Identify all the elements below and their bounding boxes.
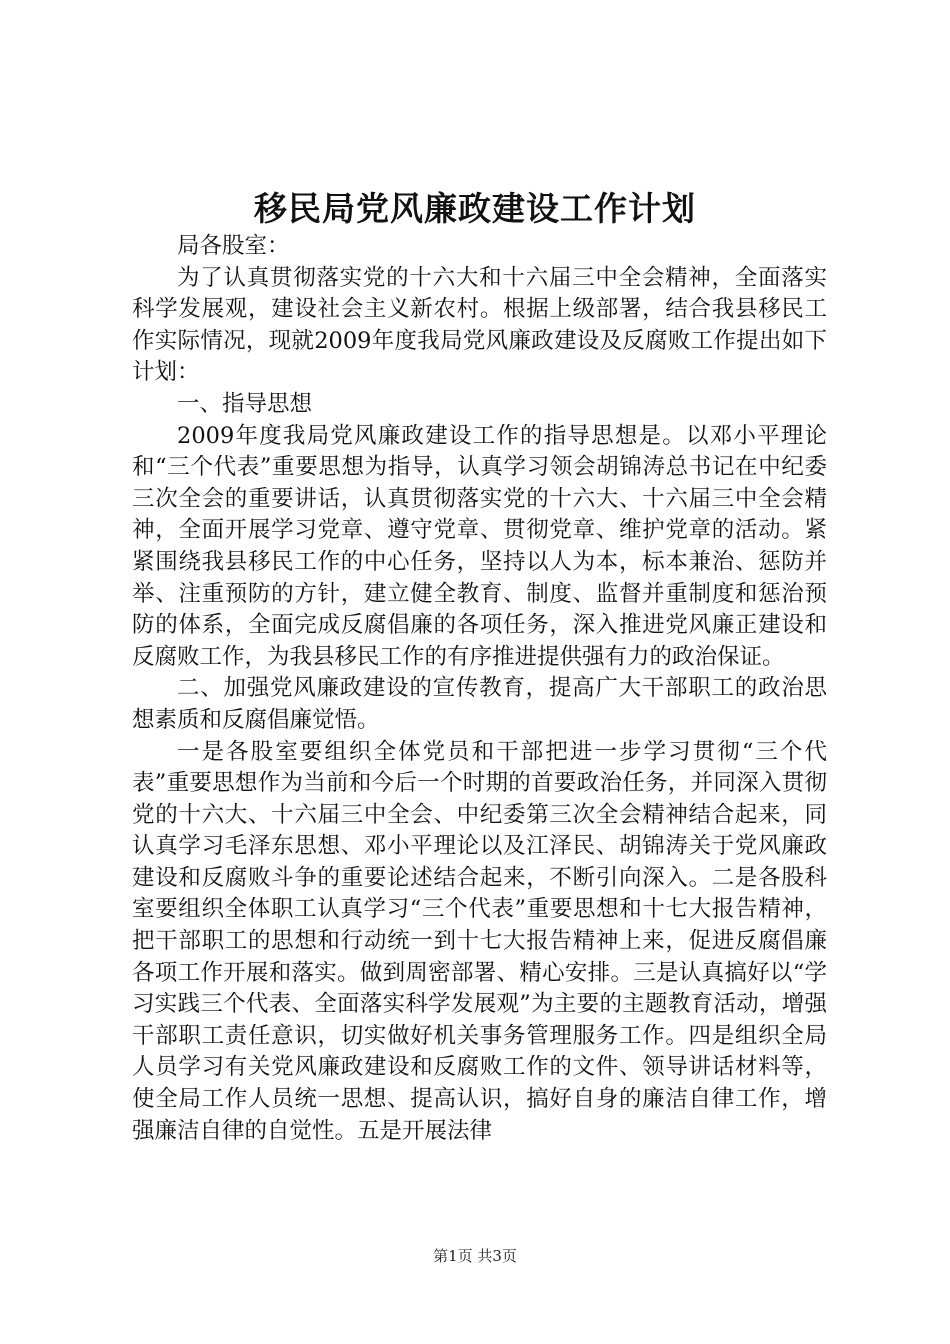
- guiding-ideology-paragraph: 2009年度我局党风廉政建设工作的指导思想是。以邓小平理论和“三个代表”重要思想为指导，认真学习领会胡锦涛总书记在中纪委三次全会的重要讲话，认真贯彻落实党的十六大、十六届三中全会精神，全面开展学习党章、遵守党章、贯彻党章、维护党章的活动。紧紧围绕我县移民工作的中心任务，坚持以人为本，标本兼治、惩防并举、注重预防的方针，建立健全教育、制度、监督并重制度和惩治预防的体系，全面完成反腐倡廉的各项任务，深入推进党风廉正建设和反腐败工作，为我县移民工作的有序推进提供强有力的政治保证。: [132, 422, 827, 670]
- salutation: 局各股室：: [177, 233, 290, 259]
- education-paragraph: 一是各股室要组织全体党员和干部把进一步学习贯彻“三个代表”重要思想作为当前和今后一个时期的首要政治任务，并同深入贯彻党的十六大、十六届三中全会、中纪委第三次全会精神结合起来，同认真学习毛泽东思想、邓小平理论以及江泽民、胡锦涛关于党风廉政建设和反腐败斗争的重要论述结合起来，不断引向深入。二是各股科室要组织全体职工认真学习“三个代表”重要思想和十七大报告精神，把干部职工的思想和行动统一到十七大报告精神上来，促进反腐倡廉各项工作开展和落实。做到周密部署、精心安排。三是认真搞好以“学习实践三个代表、全面落实科学发展观”为主要的主题教育活动，增强干部职工责任意识，切实做好机关事务管理服务工作。四是组织全局人员学习有关党风廉政建设和反腐败工作的文件、领导讲话材料等，使全局工作人员统一思想、提高认识，搞好自身的廉洁自律工作，增强廉洁自律的自觉性。五是开展法律: [132, 738, 827, 1144]
- intro-paragraph: 为了认真贯彻落实党的十六大和十六届三中全会精神，全面落实科学发展观，建设社会主义新农村。根据上级部署，结合我县移民工作实际情况，现就2009年度我局党风廉政建设及反腐败工作提出如下计划：: [132, 264, 827, 386]
- document-body: [132, 231, 827, 1147]
- section-heading-1: 一、指导思想: [177, 390, 313, 417]
- page-title: 移民局党风廉政建设工作计划: [254, 189, 696, 228]
- section-heading-2: 二、加强党风廉政建设的宣传教育，提高广大干部职工的政治思想素质和反腐倡廉觉悟。: [132, 675, 827, 733]
- page-footer: 第1页 共3页: [433, 1247, 517, 1265]
